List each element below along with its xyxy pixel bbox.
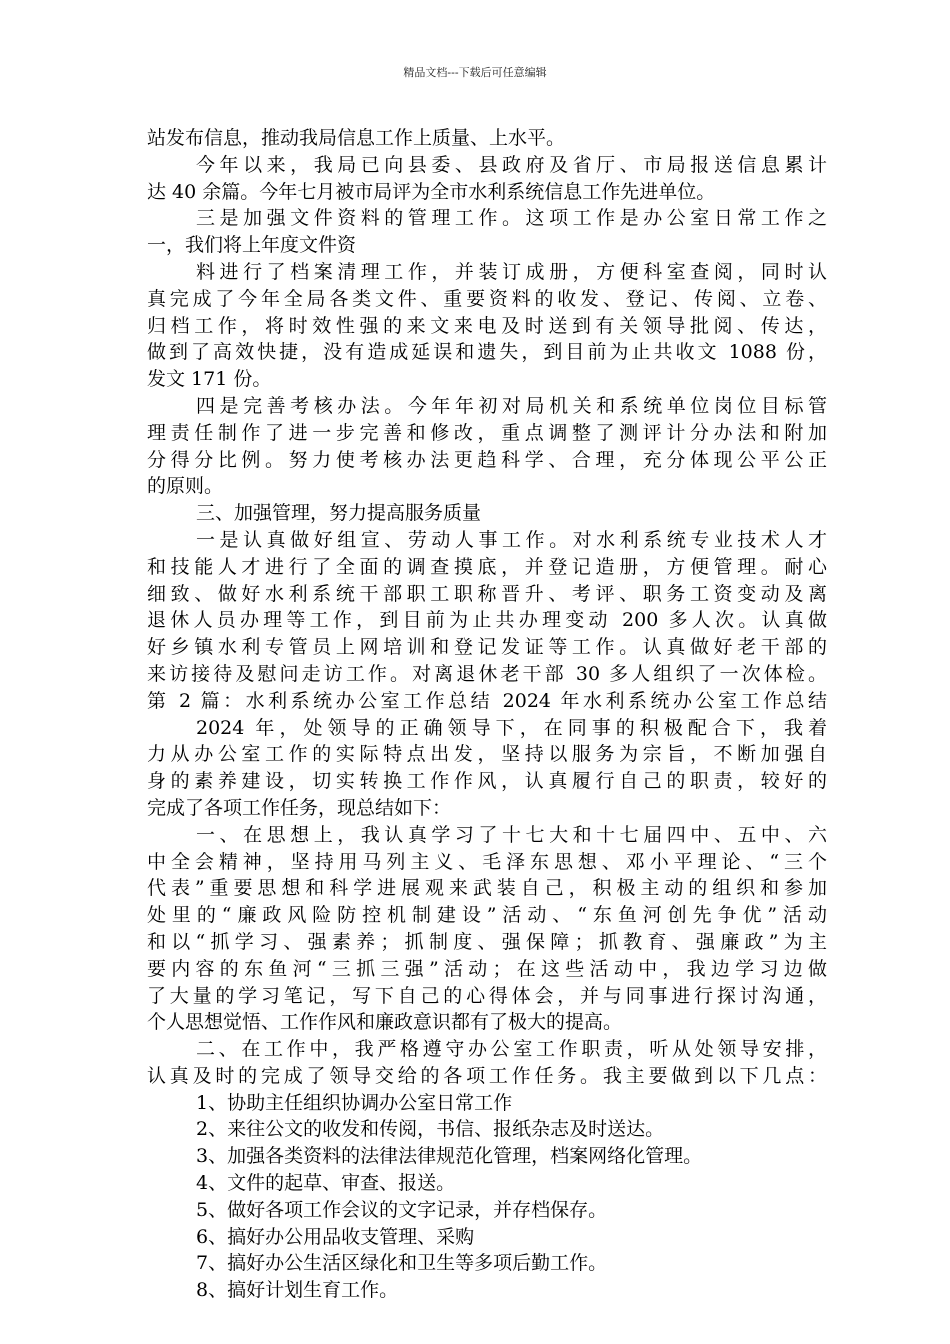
- text-line: 了大量的学习笔记，写下自己的心得体会，并与同事进行探讨沟通，: [147, 984, 827, 1007]
- text-line: 站发布信息，推动我局信息工作上质量、上水平。: [147, 127, 566, 149]
- page-header: 精品文档---下载后可任意编辑: [403, 66, 547, 79]
- text-line: 5、做好各项工作会议的文字记录，并存档保存。: [196, 1198, 608, 1221]
- text-line: 身的素养建设，切实转换工作作风，认真履行自己的职责，较好的: [147, 770, 827, 793]
- text-line: 退休人员办理等工作，到目前为止共办理变动 200 多人次。认真做: [147, 609, 827, 632]
- text-line: 三是加强文件资料的管理工作。这项工作是办公室日常工作之: [196, 207, 827, 230]
- text-line: 和技能人才进行了全面的调查摸底，并登记造册，方便管理。耐心: [147, 555, 827, 578]
- text-line: 完成了各项工作任务，现总结如下：: [147, 796, 452, 819]
- text-line: 好乡镇水利专管员上网培训和登记发证等工作。认真做好老干部的: [147, 636, 827, 659]
- text-line: 第 2 篇：水利系统办公室工作总结 2024 年水利系统办公室工作总结: [147, 689, 827, 712]
- text-line: 理责任制作了进一步完善和修改，重点调整了测评计分办法和附加: [147, 421, 827, 444]
- text-line: 2024 年，处领导的正确领导下，在同事的积极配合下，我着: [196, 716, 827, 739]
- text-line: 4、文件的起草、审查、报送。: [196, 1172, 456, 1195]
- text-line: 3、加强各类资料的法律法律规范化管理，档案网络化管理。: [196, 1145, 703, 1168]
- text-line: 2、来往公文的收发和传阅，书信、报纸杂志及时送达。: [196, 1118, 665, 1141]
- text-line: 一是认真做好组宣、劳动人事工作。对水利系统专业技术人才: [196, 528, 827, 551]
- text-line: 分得分比例。努力使考核办法更趋科学、合理，充分体现公平公正: [147, 448, 827, 471]
- text-line: 来访接待及慰问走访工作。对离退休老干部 30 多人组织了一次体检。: [147, 662, 827, 685]
- text-line: 7、搞好办公生活区绿化和卫生等多项后勤工作。: [196, 1252, 608, 1275]
- text-line: 中全会精神，坚持用马列主义、毛泽东思想、邓小平理论、“三个: [147, 850, 827, 873]
- text-line: 料进行了档案清理工作，并装订成册，方便科室查阅，同时认: [196, 260, 827, 283]
- text-line: 和以“抓学习、强素养；抓制度、强保障；抓教育、强廉政”为主: [147, 930, 827, 953]
- text-line: 6、搞好办公用品收支管理、采购: [196, 1225, 475, 1248]
- text-line: 处里的“廉政风险防控机制建设”活动、“东鱼河创先争优”活动: [147, 904, 827, 927]
- text-line: 四是完善考核办法。今年年初对局机关和系统单位岗位目标管: [196, 394, 827, 417]
- text-line: 力从办公室工作的实际特点出发，坚持以服务为宗旨，不断加强自: [147, 743, 827, 766]
- text-line: 真完成了今年全局各类文件、重要资料的收发、登记、传阅、立卷、: [147, 287, 827, 310]
- text-line: 细致、做好水利系统干部职工职称晋升、考评、职务工资变动及离: [147, 582, 827, 605]
- text-line: 1、协助主任组织协调办公室日常工作: [196, 1091, 513, 1114]
- text-line: 要内容的东鱼河“三抓三强”活动；在这些活动中，我边学习边做: [147, 957, 827, 980]
- text-line: 三、加强管理，努力提高服务质量: [196, 502, 482, 525]
- text-line: 一、在思想上，我认真学习了十七大和十七届四中、五中、六: [196, 823, 827, 846]
- text-line: 做到了高效快捷，没有造成延误和遗失，到目前为止共收文 1088 份，: [147, 341, 827, 364]
- text-line: 的原则。: [147, 475, 224, 498]
- text-line: 代表”重要思想和科学进展观来武装自己，积极主动的组织和参加: [147, 877, 827, 900]
- text-line: 个人思想觉悟、工作作风和廉政意识都有了极大的提高。: [147, 1011, 623, 1034]
- text-line: 二、在工作中，我严格遵守办公室工作职责，听从处领导安排，: [196, 1038, 827, 1061]
- text-line: 认真及时的完成了领导交给的各项工作任务。我主要做到以下几点：: [147, 1064, 827, 1087]
- text-line: 一，我们将上年度文件资: [147, 234, 357, 257]
- text-line: 归档工作，将时效性强的来文来电及时送到有关领导批阅、传达，: [147, 314, 827, 337]
- text-line: 发文 171 份。: [147, 368, 272, 391]
- text-line: 今年以来，我局已向县委、县政府及省厅、市局报送信息累计: [196, 153, 827, 176]
- text-line: 达 40 余篇。今年七月被市局评为全市水利系统信息工作先进单位。: [147, 180, 716, 203]
- document-body: [147, 125, 827, 1304]
- text-line: 8、搞好计划生育工作。: [196, 1279, 399, 1302]
